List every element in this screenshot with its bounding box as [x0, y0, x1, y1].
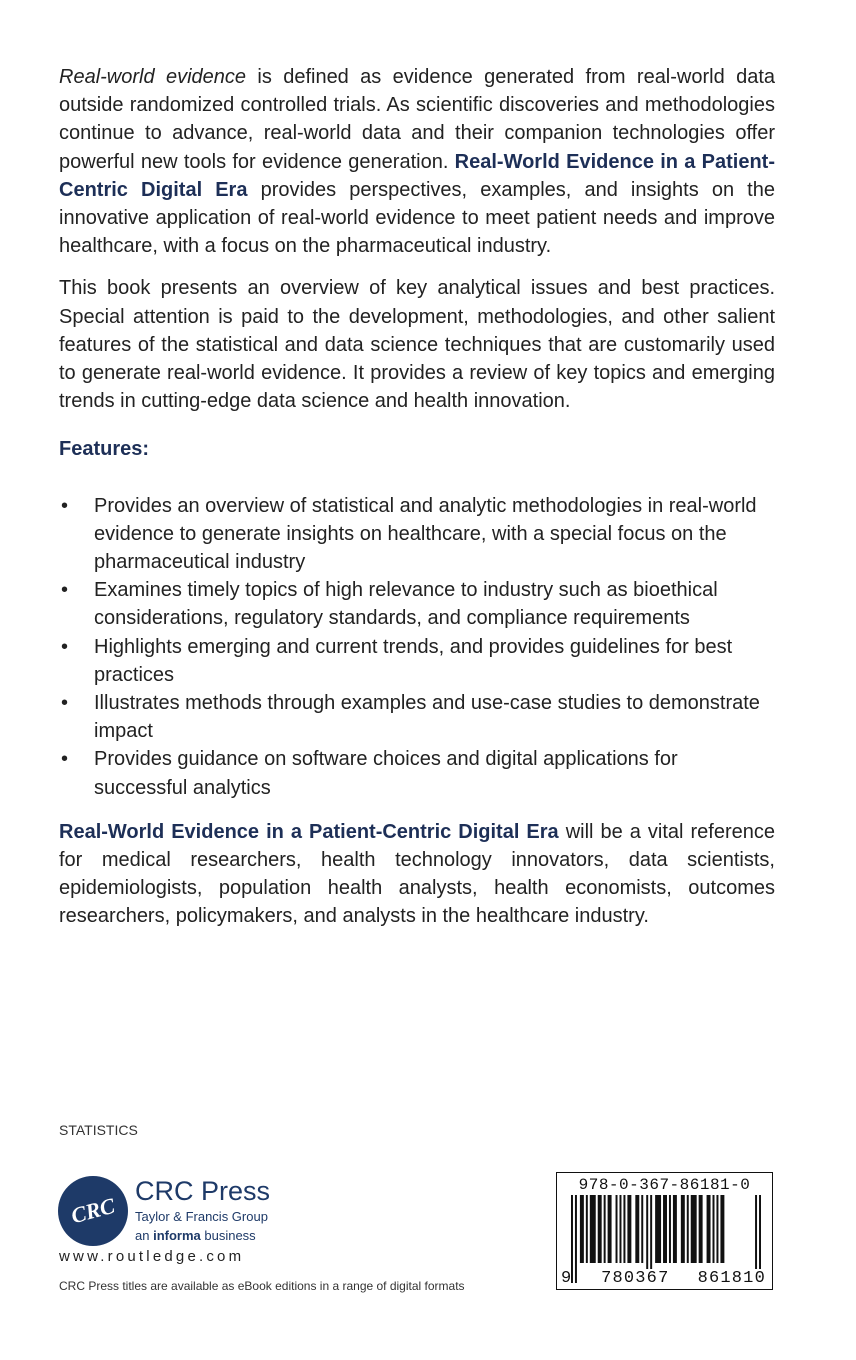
bullet-icon: •	[61, 579, 69, 602]
barcode-bar	[687, 1195, 689, 1263]
intro-paragraph	[59, 63, 775, 260]
publisher-logo	[58, 1176, 358, 1256]
closing-paragraph	[59, 818, 775, 931]
bullet-icon: •	[61, 635, 69, 658]
ebook-note: CRC Press titles are available as eBook editions in a range of digital formats	[59, 1279, 465, 1293]
publisher-name: CRC Press	[135, 1176, 271, 1206]
crc-logo-icon: CRC	[58, 1176, 128, 1246]
bullet-icon: •	[61, 748, 69, 771]
feature-item	[59, 492, 775, 577]
features-heading: Features:	[59, 438, 150, 461]
feature-text: Highlights emerging and current trends, and provides guidelines for best practices	[94, 635, 733, 686]
barcode-bar	[627, 1195, 631, 1263]
barcode-bar	[608, 1195, 612, 1263]
ean-group-2: 861810	[697, 1269, 766, 1288]
barcode-bar	[598, 1195, 602, 1263]
barcode-bar	[699, 1195, 703, 1263]
feature-item	[59, 576, 775, 632]
informa-line: an informa business	[135, 1228, 256, 1243]
back-cover-text	[59, 63, 775, 931]
publisher-group: Taylor & Francis Group	[135, 1209, 268, 1224]
barcode-bar	[619, 1195, 621, 1263]
closing-text: will be a vital reference for medical researchers, health technology innovators, data scientists, epidemiologists, population health analysts, health economists, outcomes researchers, policymakers, and analysts in the healthcare industry.	[59, 820, 775, 928]
isbn-number: 978-0-367-86181-0	[578, 1176, 751, 1194]
barcode-bar	[641, 1195, 643, 1263]
ean-first-digit: 9	[561, 1269, 572, 1288]
bullet-icon: •	[61, 494, 69, 517]
feature-item	[59, 689, 775, 745]
ean-digits	[557, 1269, 772, 1288]
barcode-bar	[590, 1195, 596, 1263]
barcode-bar	[580, 1195, 584, 1263]
bullet-icon: •	[61, 692, 69, 715]
barcode-bar	[635, 1195, 639, 1263]
ean-group-1: 780367	[601, 1269, 670, 1288]
book-title-closing: Real-World Evidence in a Patient-Centric Digital Era	[59, 820, 559, 843]
barcode-bar	[616, 1195, 618, 1263]
barcode-bar	[586, 1195, 588, 1263]
barcode-bar	[673, 1195, 677, 1263]
barcode-bar	[713, 1195, 715, 1263]
feature-text: Provides guidance on software choices and digital applications for successful analytics	[94, 748, 678, 799]
barcode-bar	[655, 1195, 661, 1263]
intro-text-1: is defined as evidence generated from real-world data outside randomized controlled trials. As scientific discoveries and methodologies continue to advance, real-world data and their companion technologies offer powerful new tools for evidence generation.	[59, 66, 776, 173]
publisher-website: www.routledge.com	[59, 1248, 245, 1265]
feature-item	[59, 745, 775, 801]
barcode-bar	[669, 1195, 671, 1263]
book-title-inline: Real-World Evidence in a Patient-Centric Digital Era	[59, 150, 775, 201]
term-real-world-evidence: Real-world evidence	[59, 66, 247, 88]
barcode-bar	[720, 1195, 724, 1263]
overview-paragraph: This book presents an overview of key analytical issues and best practices. Special attention is paid to the development, methodologies, and other salient features of the statistical and data science techniques that are customarily used to generate real-world evidence. It provides a review of key topics and emerging trends in cutting-edge data science and health innovation.	[59, 277, 775, 413]
feature-text: Illustrates methods through examples and use-case studies to demonstrate impact	[94, 692, 760, 743]
intro-text-2: provides perspectives, examples, and insights on the innovative application of real-world evidence to meet patient needs and improve healthcare, with a focus on the pharmaceutical industry.	[59, 178, 775, 258]
feature-text: Examines timely topics of high relevance to industry such as bioethical considerations, regulatory standards, and compliance requirements	[94, 579, 718, 630]
barcode-bar	[681, 1195, 685, 1263]
features-list	[59, 492, 775, 802]
barcode-bar	[623, 1195, 625, 1263]
barcode-bar	[716, 1195, 718, 1263]
barcode-bar	[604, 1195, 606, 1263]
subject-category: STATISTICS	[59, 1122, 138, 1138]
isbn-barcode	[556, 1172, 773, 1290]
barcode-bar	[663, 1195, 667, 1263]
barcode-bar	[707, 1195, 711, 1263]
feature-item	[59, 633, 775, 689]
barcode-bar	[691, 1195, 697, 1263]
feature-text: Provides an overview of statistical and analytic methodologies in real-world evidence to generate insights on healthcare, with a special focus on the pharmaceutical industry	[94, 494, 757, 574]
